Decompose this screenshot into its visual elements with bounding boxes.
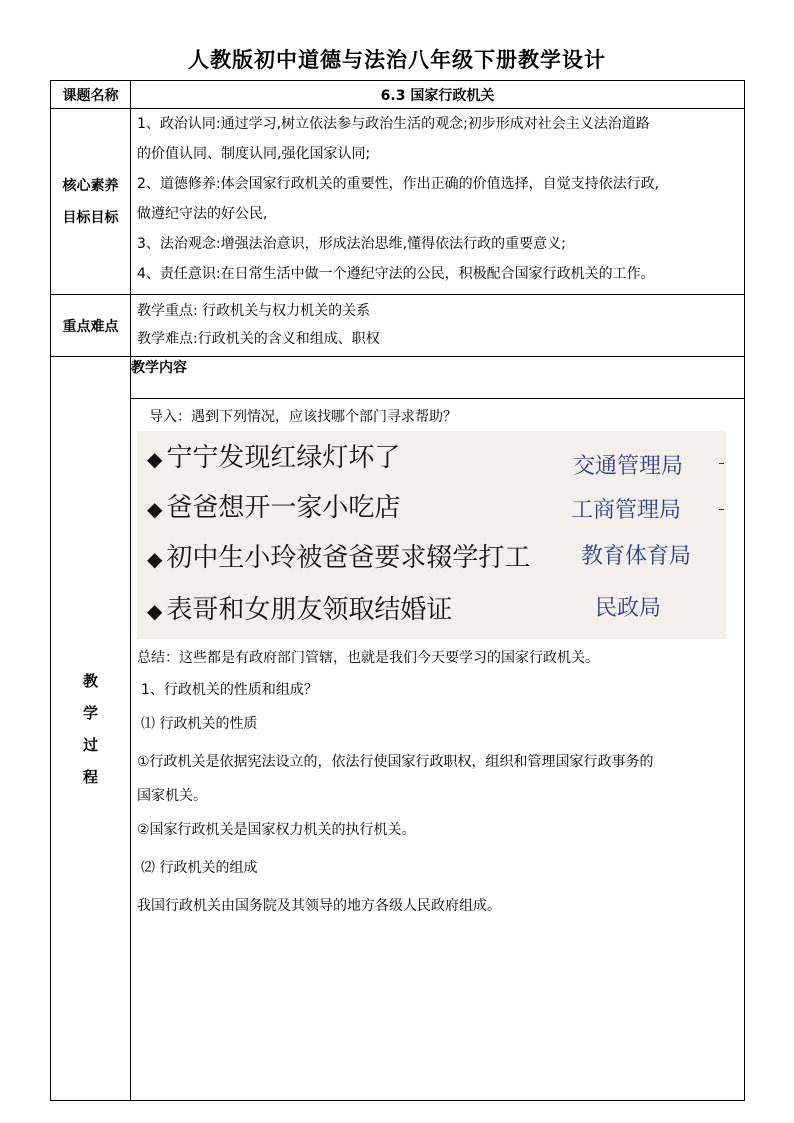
slide-item — [147, 537, 530, 574]
point-one-continued: 国家机关。 — [137, 788, 207, 804]
diamond-bullet-icon: ◆ — [147, 497, 163, 521]
topic-row — [51, 81, 745, 109]
process-label-char: 学 — [82, 703, 98, 722]
slide-item — [147, 437, 400, 474]
literacy-line: 1、政治认同:通过学习,树立依法参与政治生活的观念;初步形成对社会主义法治道路 — [137, 116, 650, 132]
lesson-plan-table — [50, 80, 745, 1101]
intro-slide-image — [137, 431, 726, 639]
subheading-composition: ⑵ 行政机关的组成 — [141, 860, 258, 876]
literacy-line: 4、责任意识:在日常生活中做一个遵纪守法的公民，积极配合国家行政机关的工作。 — [137, 266, 655, 282]
slide-item-text: 宁宁发现红绿灯坏了 — [166, 443, 401, 473]
teaching-focus: 教学重点: 行政机关与权力机关的关系 — [137, 303, 371, 319]
point-two: ②国家行政机关是国家权力机关的执行机关。 — [137, 822, 416, 838]
literacy-line: 3、法治观念:增强法治意识，形成法治思维,懂得依法行政的重要意义; — [137, 236, 566, 252]
process-label — [51, 357, 131, 1101]
key-points-row — [51, 295, 745, 357]
slide-dept: 工商管理局 — [571, 498, 682, 523]
process-label-char: 教 — [82, 671, 98, 690]
literacy-line: 做遵纪守法的好公民, — [137, 206, 268, 222]
point-one: ①行政机关是依据宪法设立的，依法行使国家行政职权，组织和管理国家行政事务的 — [137, 754, 654, 770]
slide-item-text: 表哥和女朋友领取结婚证 — [166, 595, 453, 625]
literacy-line: 的价值认同、制度认同,强化国家认同; — [137, 146, 371, 162]
diamond-bullet-icon: ◆ — [147, 547, 163, 571]
slide-dept: 交通管理局 — [573, 454, 684, 479]
key-points-label: 重点难点 — [51, 295, 131, 357]
content-row — [51, 399, 745, 1101]
slide-item-text: 爸爸想开一家小吃店 — [166, 493, 401, 523]
literacy-label-line2: 目标目标 — [62, 209, 119, 226]
intro-question: 导入：遇到下列情况，应该找哪个部门寻求帮助？ — [149, 409, 457, 425]
page-title: 人教版初中道德与法治八年级下册教学设计 — [188, 48, 606, 72]
slide-item-text: 初中生小玲被爸爸要求辍学打工 — [166, 543, 531, 573]
diamond-bullet-icon: ◆ — [147, 599, 163, 623]
process-label-char: 程 — [82, 767, 98, 786]
dash-mark — [719, 509, 724, 510]
literacy-content — [131, 109, 745, 295]
content-header: 教学内容 — [131, 357, 745, 399]
process-content — [131, 399, 745, 1101]
literacy-row — [51, 109, 745, 295]
slide-item — [147, 487, 400, 524]
process-label-char: 过 — [82, 735, 98, 754]
topic-value: 6.3 国家行政机关 — [131, 81, 745, 109]
subheading-nature: ⑴ 行政机关的性质 — [141, 716, 258, 732]
question-heading: 1、行政机关的性质和组成？ — [141, 682, 318, 698]
composition-text: 我国行政机关由国务院及其领导的地方各级人民政府组成。 — [137, 898, 501, 914]
content-header-row — [51, 357, 745, 399]
literacy-line: 2、道德修养:体会国家行政机关的重要性，作出正确的价值选择，自觉支持依法行政, — [137, 176, 660, 192]
key-points-content — [131, 295, 745, 357]
slide-item — [147, 589, 452, 626]
slide-dept: 民政局 — [595, 596, 662, 621]
diamond-bullet-icon: ◆ — [147, 447, 163, 471]
summary-text: 总结：这些都是有政府部门管辖，也就是我们今天要学习的国家行政机关。 — [137, 650, 599, 666]
dash-mark — [719, 463, 724, 464]
teaching-difficulty: 教学难点:行政机关的含义和组成、职权 — [137, 331, 380, 347]
literacy-label — [51, 109, 131, 295]
slide-dept: 教育体育局 — [581, 544, 692, 569]
topic-label: 课题名称 — [51, 81, 131, 109]
literacy-label-line1: 核心素养 — [62, 177, 119, 194]
